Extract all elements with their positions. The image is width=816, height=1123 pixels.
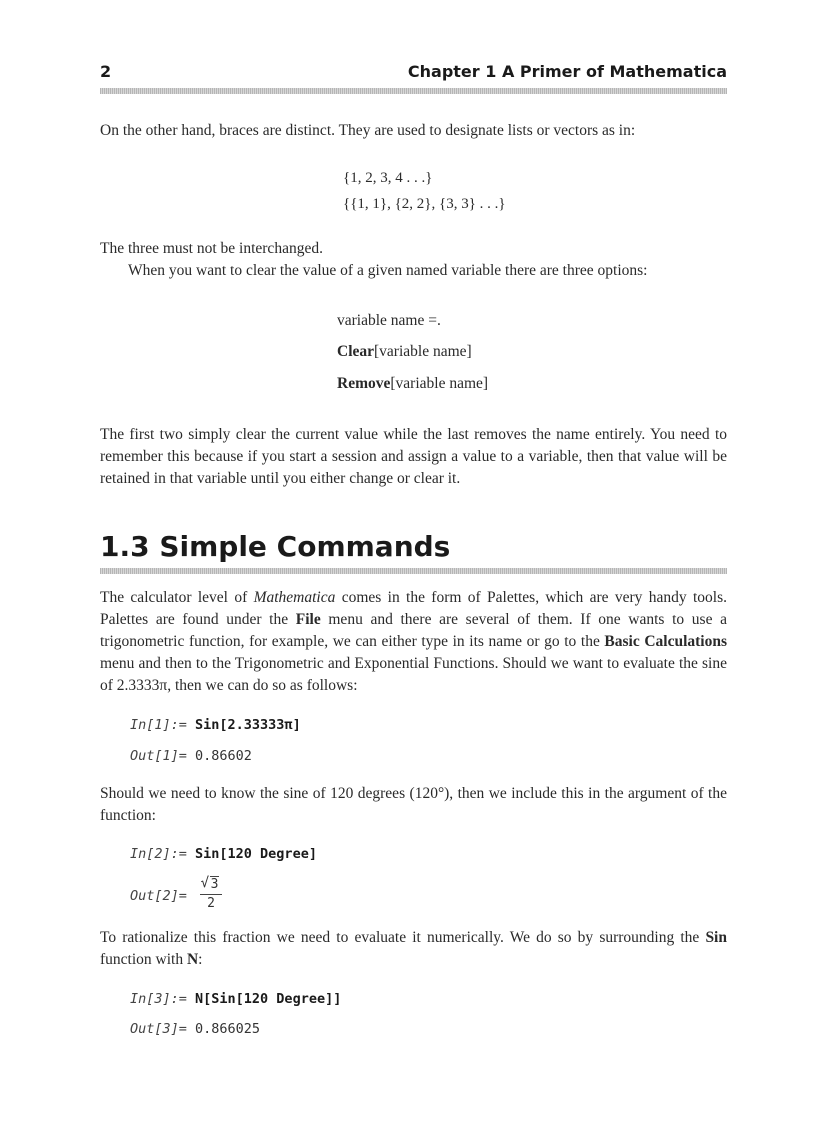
option-remove: [337, 375, 488, 393]
input-cell-2: [130, 846, 317, 862]
chapter-title: Chapter 1 A Primer of Mathematica: [407, 62, 727, 81]
text-span: comes in the form of Palettes, which are very handy tools. Palettes are found under the: [100, 589, 727, 628]
list-example-1: {1, 2, 3, 4 . . .}: [343, 170, 433, 186]
clear-argument: [variable name]: [374, 343, 472, 360]
paragraph-clear-explanation: The first two simply clear the current value while the last removes the name entirely. You need to remember this because if you start a session and assign a value to a variable, then that value will be retained in that variable until you either change or clear it.: [100, 426, 727, 487]
paragraph-clear-options: When you want to clear the value of a given named variable there are three options:: [128, 262, 648, 279]
radicand: 3: [210, 877, 219, 892]
option-unset: variable name =.: [337, 312, 441, 329]
radical-sign: √: [200, 875, 210, 891]
input-cell-1: [130, 717, 301, 733]
list-example-2: {{1, 1}, {2, 2}, {3, 3} . . .}: [343, 196, 506, 212]
file-menu-bold: File: [295, 611, 321, 628]
text-span: function with: [100, 951, 187, 968]
in-command: Sin[2.33333π]: [195, 717, 301, 733]
paragraph-rationalize: [100, 927, 727, 971]
running-header: [100, 62, 727, 84]
fraction-numerator: [200, 876, 222, 895]
paragraph-degrees: Should we need to know the sine of 120 degrees (120°), then we include this in the argument of the function:: [100, 785, 727, 824]
in-label: In[2]:=: [130, 846, 196, 862]
output-cell-1: [130, 748, 252, 764]
remove-argument: [variable name]: [390, 375, 489, 392]
clear-keyword: Clear: [337, 343, 375, 360]
in-label: In[1]:=: [130, 717, 196, 733]
section-heading: 1.3 Simple Commands: [100, 530, 451, 563]
sqrt-symbol: [200, 875, 220, 894]
text-span: The calculator level of: [100, 589, 254, 606]
n-bold: N: [186, 951, 199, 968]
paragraph-palettes: [100, 587, 727, 697]
out-label: Out[1]=: [130, 748, 196, 764]
input-cell-3: [130, 991, 341, 1007]
text-span: To rationalize this fraction we need to evaluate it numerically. We do so by surrounding the: [100, 929, 706, 946]
text-span: menu and there are several of them. If one wants to use a trigonometric function, for example, we can either type in its name or go to the: [100, 611, 727, 650]
sin-bold: Sin: [705, 929, 727, 946]
basic-calculations-bold: Basic Calculations: [604, 633, 727, 650]
in-label: In[3]:=: [130, 991, 196, 1007]
paragraph-braces: On the other hand, braces are distinct. They are used to designate lists or vectors as in:: [100, 122, 636, 139]
in-command: Sin[120 Degree]: [195, 846, 317, 862]
output-cell-2: [130, 888, 187, 904]
in-command: N[Sin[120 Degree]]: [195, 991, 342, 1007]
out-value: 0.866025: [195, 1021, 261, 1037]
mathematica-italic: Mathematica: [253, 589, 336, 606]
header-rule: [100, 88, 727, 94]
fraction-denominator: 2: [207, 896, 215, 911]
out-label: Out[3]=: [130, 1021, 196, 1037]
page-number: 2: [100, 62, 112, 81]
paragraph-interchange: The three must not be interchanged.: [100, 240, 323, 257]
out-value: 0.86602: [195, 748, 252, 764]
text-span: :: [198, 951, 203, 968]
remove-keyword: Remove: [337, 375, 391, 392]
section-rule: [100, 568, 727, 574]
text-span: menu and then to the Trigonometric and Exponential Functions. Should we want to evaluate the sine of 2.3333π, then we can do so as follows:: [100, 655, 727, 694]
option-clear: [337, 343, 472, 361]
output-cell-3: [130, 1021, 260, 1037]
sqrt3-over-2-fraction: [200, 876, 222, 913]
out-label: Out[2]=: [130, 888, 187, 904]
